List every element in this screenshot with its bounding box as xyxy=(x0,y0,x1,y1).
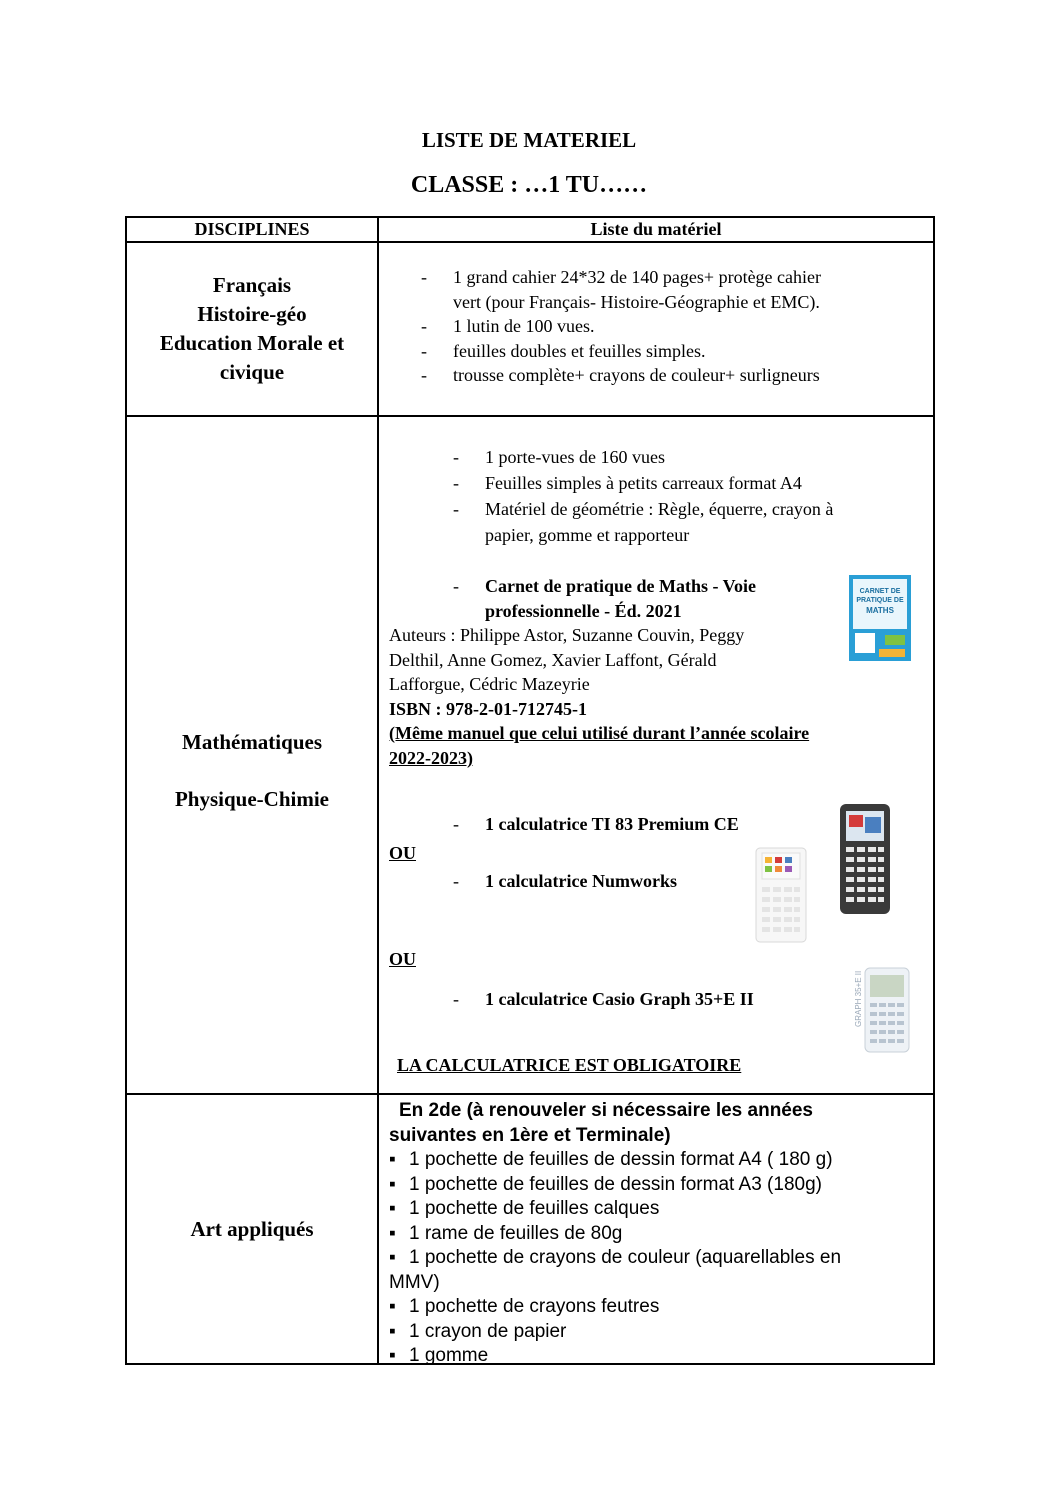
book-title: Carnet de pratique de Maths - Voie xyxy=(485,576,756,596)
dash: - xyxy=(421,365,427,385)
discipline-line: Physique-Chimie xyxy=(174,787,329,811)
discipline-line: Art appliqués xyxy=(190,1216,314,1241)
bullet: ▪ xyxy=(389,1222,396,1244)
discipline-francais xyxy=(126,242,378,416)
list-item: 1 porte-vues de 160 vues xyxy=(485,447,665,467)
dash: - xyxy=(453,989,459,1009)
discipline-line: Mathématiques xyxy=(182,730,322,754)
svg-text:PRATIQUE DE: PRATIQUE DE xyxy=(856,597,904,604)
list-item: 1 grand cahier 24*32 de 140 pages+ protège cahier xyxy=(453,267,822,287)
dash: - xyxy=(453,814,459,834)
bullet: ▪ xyxy=(389,1320,396,1342)
material-francais xyxy=(378,242,934,416)
list-item: feuilles doubles et feuilles simples. xyxy=(453,340,706,361)
dash: - xyxy=(453,499,459,519)
bullet: ▪ xyxy=(389,1345,396,1366)
book-authors: Auteurs : Philippe Astor, Suzanne Couvin, Peggy xyxy=(389,625,745,645)
list-item: 1 pochette de feuilles calques xyxy=(409,1198,660,1219)
list-item: 1 crayon de papier xyxy=(409,1320,567,1342)
bullet: ▪ xyxy=(389,1198,396,1219)
mandatory-notice: LA CALCULATRICE EST OBLIGATOIRE xyxy=(397,1055,742,1075)
table-header-row xyxy=(126,217,934,242)
discipline-maths xyxy=(126,416,378,1094)
table-row xyxy=(126,242,934,416)
discipline-line: civique xyxy=(219,360,285,384)
list-item: 1 lutin de 100 vues. xyxy=(453,316,595,336)
ti83-calculator-image xyxy=(839,803,891,915)
list-item: 1 pochette de crayons de couleur (aquarellables en xyxy=(409,1247,842,1268)
book-note: 2022-2023) xyxy=(389,747,473,768)
material-table xyxy=(125,216,935,1365)
header-disciplines: DISCIPLINES xyxy=(126,217,378,242)
dash: - xyxy=(453,576,459,596)
list-item: 1 pochette de crayons feutres xyxy=(409,1296,660,1317)
book-title: professionnelle - Éd. 2021 xyxy=(485,600,682,621)
list-item: MMV) xyxy=(389,1271,440,1293)
header-material-list: Liste du matériel xyxy=(378,217,934,242)
book-cover-image xyxy=(849,575,911,661)
svg-text:MATHS: MATHS xyxy=(866,606,894,615)
table-row xyxy=(126,416,934,1094)
dash: - xyxy=(421,340,427,361)
discipline-line: Education Morale et xyxy=(159,331,345,355)
casio-calculator-image xyxy=(855,967,911,1053)
list-item: Matériel de géométrie : Règle, équerre, crayon à xyxy=(485,499,834,519)
casio-label: GRAPH 35+E II xyxy=(854,970,863,1027)
discipline-art xyxy=(126,1094,378,1364)
dash: - xyxy=(453,871,459,891)
or-label: OU xyxy=(389,949,416,969)
calculator-numworks: 1 calculatrice Numworks xyxy=(485,871,677,891)
bullet: ▪ xyxy=(389,1149,396,1170)
book-note: (Même manuel que celui utilisé durant l’année scolaire xyxy=(389,723,810,743)
discipline-line: Français xyxy=(212,273,292,297)
book-authors: Delthil, Anne Gomez, Xavier Laffont, Gérald xyxy=(389,649,717,670)
book-authors: Lafforgue, Cédric Mazeyrie xyxy=(389,674,590,694)
svg-text:CARNET DE: CARNET DE xyxy=(859,588,901,595)
discipline-line: Histoire-géo xyxy=(197,302,307,326)
table-row xyxy=(126,1094,934,1364)
material-art xyxy=(378,1094,934,1364)
dash: - xyxy=(453,473,459,493)
art-intro: En 2de (à renouveler si nécessaire les années xyxy=(399,1100,814,1121)
numworks-calculator-image xyxy=(755,847,807,943)
or-label: OU xyxy=(389,843,416,863)
dash: - xyxy=(421,267,427,287)
calculator-ti83: 1 calculatrice TI 83 Premium CE xyxy=(485,814,739,834)
list-item: papier, gomme et rapporteur xyxy=(485,525,690,545)
bullet: ▪ xyxy=(389,1296,396,1317)
book-isbn: ISBN : 978-2-01-712745-1 xyxy=(389,698,587,719)
art-intro: suivantes en 1ère et Terminale) xyxy=(389,1124,671,1146)
list-item: 1 rame de feuilles de 80g xyxy=(409,1222,623,1244)
list-item: trousse complète+ crayons de couleur+ surligneurs xyxy=(453,365,820,385)
calculator-casio: 1 calculatrice Casio Graph 35+E II xyxy=(485,989,754,1009)
class-label: CLASSE : …1 TU…… xyxy=(410,172,648,198)
bullet: ▪ xyxy=(389,1247,396,1268)
list-item: Feuilles simples à petits carreaux format A4 xyxy=(485,473,802,493)
list-item: 1 pochette de feuilles de dessin format A4 ( 180 g) xyxy=(409,1149,833,1170)
material-maths xyxy=(378,416,934,1094)
list-item: 1 gomme xyxy=(409,1345,489,1366)
bullet: ▪ xyxy=(389,1173,396,1195)
list-item: 1 pochette de feuilles de dessin format A3 (180g) xyxy=(409,1173,822,1195)
dash: - xyxy=(453,447,459,467)
dash: - xyxy=(421,316,427,336)
page-title: LISTE DE MATERIEL xyxy=(421,128,637,152)
list-item: vert (pour Français- Histoire-Géographie et EMC). xyxy=(453,291,820,312)
